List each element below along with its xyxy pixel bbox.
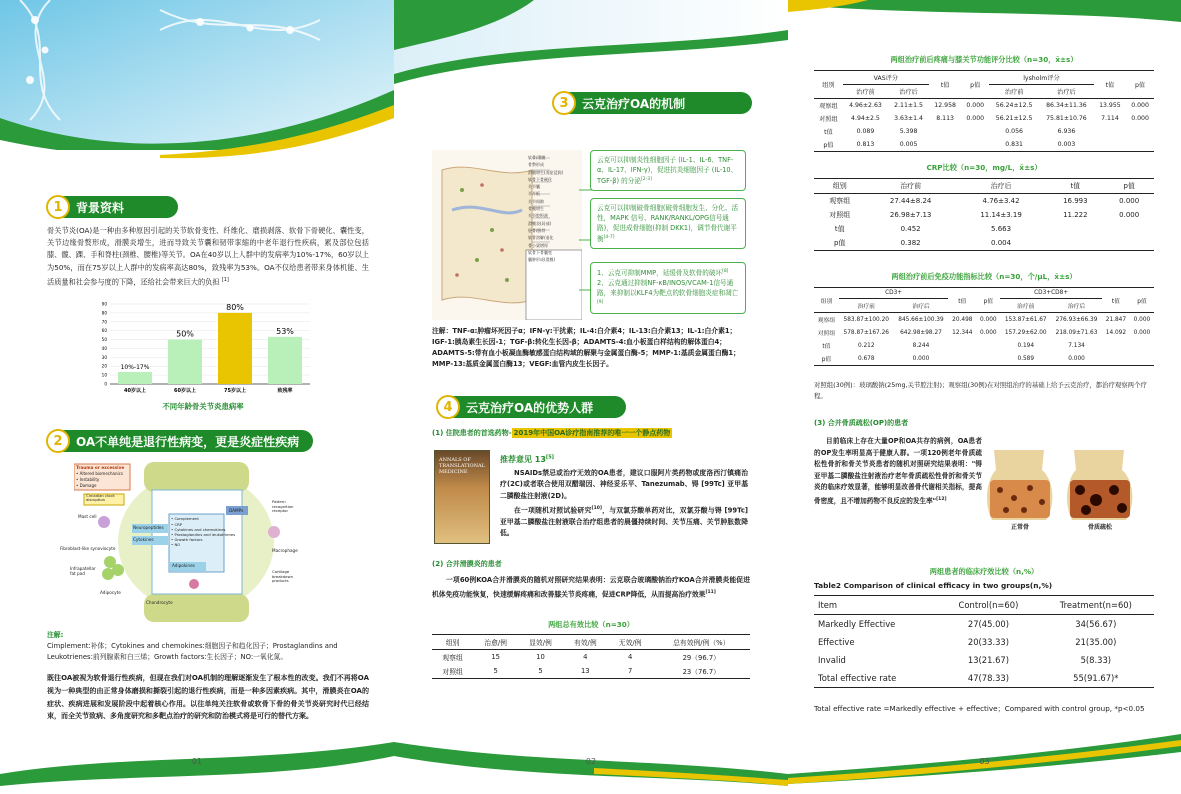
chart-ytick-label: 70	[101, 319, 107, 325]
chart-ytick-label: 80	[101, 310, 107, 316]
chart-ytick-label: 90	[101, 301, 107, 307]
crp-cell: 0.004	[991, 239, 1012, 247]
chart-bar	[168, 340, 202, 384]
crp-cell: 对照组	[829, 211, 851, 219]
crp-cell: 观察组	[829, 197, 851, 205]
immune-cell	[1130, 339, 1154, 352]
section-1-text: 骨关节炎(OA)是一种由多种原因引起的关节软骨变性、纤维化、磨损剥落、软骨下骨硬化、囊性变，关节边缘骨赘形成，滑膜炎增生，进而导致关节囊和韧带挛缩的中老年退行性疾病，累及部位包括膝、髋、踝、手和脊柱(颈椎、腰椎)等关节。OA在40岁以上人群中的发病率为10%-17%，60岁以上为50%，而在75岁以上人群中的发病率高达80%，致残率为53%。OA不仅给患者带来身体机能、生活质量和社会参与度的下降，还给社会带来巨大的负担 [1]	[47, 226, 369, 287]
crp-cell: 0.452	[900, 225, 921, 233]
clinical-cell: Total effective rate	[818, 673, 897, 683]
pain-cell: t值	[824, 129, 833, 136]
immune-cell: 0.212	[857, 342, 875, 349]
section-3-number: 3	[552, 91, 576, 115]
pain-cell: 对照组	[819, 116, 838, 123]
crp-cell: 0.382	[900, 239, 921, 247]
subsection-2-title: (2) 合并滑膜炎的患者	[432, 560, 502, 568]
efficacy-cell: 4	[627, 653, 633, 661]
page-1-note: 注解: Cimplement:补体；Cytokines and chemokines:细胞因子和趋化因子；Prostaglandins and Leukotrienes:前列腺素和白三烯；Growth factors:生长因子；NO:一氧化氮。	[47, 631, 338, 661]
t1-h-pre-1: 治疗前	[856, 89, 875, 96]
diagram-label-instability: • Instability	[76, 477, 100, 482]
pain-cell: 0.089	[856, 128, 875, 135]
clinical-cell: 5(8.33)	[1080, 655, 1112, 665]
immune-cell: t值	[822, 344, 831, 350]
clinical-cell: Invalid	[818, 655, 846, 665]
chart-ytick-label: 0	[104, 381, 107, 387]
clinical-cell: Markedly Effective	[818, 619, 896, 629]
chart-data-label: 53%	[276, 326, 294, 336]
crp-cell: 11.14±3.19	[980, 211, 1022, 219]
efficacy-cell: 13	[580, 667, 590, 675]
pain-cell: 5.398	[899, 128, 918, 135]
section-4-number: 4	[436, 395, 460, 419]
clinical-cell: 47(78.33)	[967, 673, 1010, 683]
crp-cell: 16.993	[1063, 197, 1088, 205]
pain-cell: 0.813	[856, 141, 875, 148]
efficacy-table	[432, 634, 750, 679]
pain-cell: 56.24±12.5	[995, 102, 1033, 109]
crp-cell: 5.663	[991, 225, 1012, 233]
section-4-label: 云克治疗OA的优势人群	[450, 396, 626, 418]
t3-h-post-2: 治疗后	[1067, 304, 1086, 310]
immune-cell: 0.589	[1017, 355, 1035, 362]
diagram-label-crp: • CRP	[171, 522, 183, 527]
diagram-label-mast: Mast cell	[78, 514, 97, 519]
immune-cell: 21.847	[1105, 316, 1127, 323]
immune-cell: p值	[821, 357, 832, 363]
immune-cell	[976, 339, 1000, 352]
immune-cell: 845.66±100.39	[898, 316, 944, 323]
crp-row	[814, 236, 1154, 251]
section-3-title	[552, 90, 752, 116]
pain-cell	[929, 125, 961, 138]
mechanism-label: 囊肿形成(滑膜)	[528, 257, 556, 263]
subsection-2-text: 一项60例KOA合并滑膜炎的随机对照研究结果表明：云克联合玻璃酸钠治疗KOA合并滑膜炎能促进机体免疫功能恢复，快速缓解疼痛和改善膝关节炎疼痛，促进CRP降低，从而提高治疗效果[11]	[432, 576, 750, 598]
chart-ytick-label: 60	[101, 328, 107, 334]
clinical-cell: 20(33.33)	[967, 637, 1010, 647]
diagram-label-load: • Altered biomechanics	[76, 471, 123, 476]
diagram-label-trauma: Trauma or excessive	[76, 465, 125, 470]
pain-cell: 56.21±12.5	[995, 115, 1033, 122]
pain-cell: 86.34±11.36	[1046, 102, 1087, 109]
mechanism-label: 滑膜增生(炎症浸润)	[528, 169, 564, 175]
pain-cell: 0.831	[1005, 141, 1023, 148]
crp-cell	[1046, 222, 1104, 236]
pain-cell	[929, 138, 961, 152]
page-2	[394, 0, 788, 794]
immune-cell: 0.000	[912, 355, 930, 362]
t1-h-p1: p值	[970, 82, 981, 89]
t3-h-post-1: 治疗后	[912, 304, 930, 310]
immune-table	[814, 287, 1154, 366]
efficacy-cell: 23（76.7）	[682, 668, 720, 676]
chart-bar	[268, 337, 302, 384]
t1-h-t2: t值	[1105, 82, 1115, 89]
efficacy-table-title: 两组总有效比较（n=30）	[548, 620, 634, 629]
efficacy-cell: 10	[536, 653, 545, 661]
efficacy-cell: 29（96.7）	[682, 654, 720, 662]
crp-cell: 26.98±7.13	[889, 211, 932, 219]
pain-cell	[1126, 125, 1154, 138]
immune-cell: 218.09±71.63	[1055, 329, 1098, 336]
immune-cell: 583.87±100.20	[843, 316, 889, 323]
t3-h-cd38: CD3+CD8+	[1000, 288, 1102, 299]
pain-cell: 7.114	[1101, 115, 1119, 122]
mechanism-label: 骨小梁增厚	[528, 242, 548, 248]
efficacy-header-0: 组别	[445, 639, 460, 647]
immune-cell: 153.87±61.67	[1004, 316, 1047, 323]
immune-row	[814, 313, 1154, 327]
section-2-number: 2	[46, 429, 70, 453]
page-1	[0, 0, 394, 794]
page-number-3: 03	[979, 757, 990, 766]
crp-header-3: t值	[1070, 182, 1081, 190]
clinical-cell: 55(91.67)*	[1073, 673, 1119, 683]
immune-cell: 0.194	[1017, 342, 1035, 349]
diagram-label-prosta: • Prostaglandins and leukotrienes	[171, 532, 236, 537]
clinical-cell: 21(35.00)	[1075, 637, 1117, 647]
chart-ytick-label: 10	[101, 372, 107, 378]
pain-cell: p值	[823, 142, 834, 149]
diagram-label-growth: • Growth factors	[171, 537, 203, 542]
immune-cell: 578.87±167.26	[843, 329, 889, 336]
immune-cell: 0.000	[980, 329, 997, 336]
mechanism-label: 胫骨/腓骨	[528, 227, 546, 233]
diagram-label-circadian: Circadian clock disruption	[86, 493, 115, 503]
page-3	[788, 0, 1181, 794]
crp-header-4: p值	[1123, 182, 1135, 190]
clinical-header-0: Item	[818, 600, 838, 610]
mechanism-box-3: 1、云克可抑制MMP，延缓骨及软骨的破坏[8] 2、云克通过抑制NF-κB/INOS/VCAM-1信号通路，来抑制以KLF4为靶点的软骨细胞炎症和凋亡[9]	[590, 262, 746, 314]
mechanism-box-2: 云克可以抑制破骨细胞(破骨细胞发生、分化、活性，MAPK 信号、RANK/RANKL/OPG信号通路)，促进成骨细胞(抑制 DKK1)，调节骨代谢平衡[4-7]	[590, 198, 746, 249]
clinical-row	[814, 651, 1154, 669]
t1-h-p2: p值	[1135, 82, 1146, 89]
section-1-title	[46, 194, 178, 220]
clinical-header-1: Control(n=60)	[958, 600, 1019, 610]
crp-row	[814, 208, 1154, 222]
page-1-closing-text: 既往OA被视为软骨退行性疾病，但现在我们对OA机制的理解逐渐发生了根本性的改变。我们不再将OA视为一种典型的由正常身体磨损和撕裂引起的退行性疾病，而是一种多因素疾病。其中，滑膜炎在OA的症状、疾病进展和发展阶段中起着核心作用。以往单纯关注软骨或软骨下骨的骨关节炎研究时代已经结束，而全关节致病、多角度研究和多靶点治疗的研究和防治模式将是可行的替代方案。	[47, 674, 369, 721]
efficacy-cell: 15	[491, 653, 500, 661]
pain-cell: 2.11±1.5	[894, 102, 923, 109]
chart-ytick-label: 40	[101, 345, 107, 351]
immune-row	[814, 352, 1154, 366]
efficacy-cell: 5	[493, 667, 498, 675]
immune-cell	[948, 339, 976, 352]
immune-cell: 0.000	[1068, 355, 1085, 362]
immune-cell: 276.93±66.39	[1055, 316, 1098, 323]
section-3-label: 云克治疗OA的机制	[566, 92, 752, 114]
pain-cell	[1126, 138, 1154, 152]
t1-h-group: 组别	[822, 82, 835, 89]
mechanism-label: 关节间隙	[528, 198, 544, 204]
page-number-2: 02	[585, 757, 597, 766]
diagram-label-cartilage: Cartilage breakdown products	[272, 569, 293, 584]
t3-h-pre-2: 治疗前	[1017, 304, 1035, 310]
crp-row	[814, 194, 1154, 209]
section-1-label: 背景资料	[60, 196, 178, 218]
pain-cell: 观察组	[819, 103, 838, 110]
immune-cell	[1130, 352, 1154, 366]
mechanism-label: 骨膜增生	[528, 206, 544, 212]
efficacy-cell: 观察组	[442, 654, 463, 662]
immune-cell: 642.98±98.27	[900, 329, 942, 336]
header-decoration	[788, 0, 1181, 40]
clinical-efficacy-caption: Table2 Comparison of clinical efficacy in two groups(n,%)	[814, 581, 1053, 590]
t3-h-p1: p值	[983, 298, 994, 305]
mechanism-label: 骨赘形成	[528, 162, 544, 168]
pain-cell	[961, 125, 989, 138]
immune-cell: 0.000	[1133, 316, 1151, 323]
t3-h-pre-1: 治疗前	[857, 304, 875, 310]
mechanism-label: 软骨下骨硬化	[528, 176, 552, 182]
pain-row	[814, 99, 1154, 113]
chart-bar	[118, 372, 152, 384]
efficacy-header-2: 显效/例	[529, 639, 552, 647]
mechanism-label: 关节腔积液	[528, 213, 548, 219]
pain-cell: 4.96±2.63	[849, 102, 882, 109]
mechanism-labels	[528, 154, 578, 263]
crp-header-1: 治疗前	[900, 182, 922, 190]
clinical-cell: 34(56.67)	[1075, 619, 1117, 629]
pain-cell: 0.000	[966, 115, 985, 122]
pain-row	[814, 138, 1154, 152]
clinical-row	[814, 633, 1154, 651]
table-header-row	[432, 635, 750, 650]
immune-row	[814, 326, 1154, 339]
pain-cell: 6.936	[1057, 128, 1076, 135]
pain-cell: 0.005	[899, 141, 918, 148]
chart-ytick-label: 30	[101, 354, 107, 360]
chart-category-label: 60岁以上	[174, 388, 196, 394]
crp-cell	[1046, 236, 1104, 251]
immune-cell: 对照组	[817, 331, 836, 337]
chart-data-label: 10%-17%	[120, 364, 150, 371]
diagram-label-no: • NO	[171, 542, 181, 547]
pain-row	[814, 112, 1154, 125]
diagram-label-damps: DAMPs	[229, 508, 244, 513]
diagram-label-fat: Infrapatellar fat pad	[70, 566, 96, 576]
efficacy-header-5: 总有效例/例（%）	[673, 639, 730, 647]
pain-cell: 3.63±1.4	[894, 115, 923, 122]
clinical-row	[814, 669, 1154, 688]
immune-cell: 0.000	[1133, 329, 1151, 336]
crp-cell: t值	[834, 225, 845, 233]
efficacy-row	[432, 650, 750, 665]
mechanism-label: 软骨下骨囊变	[528, 249, 552, 255]
recommendation-study-text: 在一项随机对照试验研究[10]，与双氯芬酸单药对比，双氯芬酸与锝 [99Tc] 亚甲基二膦酸盐注射液联合治疗组患者的晨僵持续时间、关节压痛、关节肿胀数降低。	[500, 506, 748, 538]
diagram-label-damage: • Damage	[76, 483, 97, 488]
clinical-cell: 27(45.00)	[967, 619, 1010, 629]
inflammation-diagram	[74, 462, 319, 622]
subsection-1-title: (1) 住院患者的首选药物- 2019年中国OA诊疗指南推荐的唯一一个静点药物	[432, 429, 671, 437]
efficacy-cell: 对照组	[442, 668, 463, 676]
pain-cell: 0.000	[1131, 115, 1149, 122]
efficacy-row	[432, 664, 750, 679]
crp-table	[814, 178, 1154, 251]
recommendation-text: NSAIDs禁忌或治疗无效的OA患者，建议口服阿片类药物或度洛西汀镇痛治疗(2C)或者联合使用双醋瑞因、神经妥乐平、Tanezumab、锝 [99Tc] 亚甲基二膦酸盐注射液(2D)。	[500, 469, 748, 500]
diagram-label-macrophage: Macrophage	[272, 548, 298, 553]
crp-cell: p值	[833, 239, 846, 247]
pain-cell: 0.003	[1057, 141, 1076, 148]
subsection-3-text: 目前临床上存在大量OP和OA共存的病例，OA患者的OP发生率明显高于健康人群。一项120例老年骨质疏松性骨折和骨关节炎患者的随机对照研究结果表明："锝亚甲基二膦酸盐注射液治疗老年骨质疏松性骨折和骨关节炎的临床疗效显著，能够明显改善骨代谢相关指标，提高骨密度，且不增加药物不良反应的发生率"[12]	[814, 437, 982, 506]
crp-cell: 27.44±8.24	[889, 197, 932, 205]
diagram-label-complement: • Complement	[171, 516, 199, 521]
crp-cell: 11.222	[1063, 211, 1088, 219]
recommendation-title: 推荐意见 13[5]	[500, 454, 554, 464]
clinical-efficacy-table	[814, 595, 1154, 688]
mechanism-label: 滑膜炎(局部)	[528, 220, 552, 226]
immune-row	[814, 339, 1154, 352]
pain-row	[814, 125, 1154, 138]
page-2-note: 注解：TNF-α:肿瘤坏死因子α；IFN-γ:干扰素；IL-4:白介素4；IL-13:白介素13；IL-1:白介素1；IGF-1:胰岛素生长因-1；TGF-β:转化生长因-β；ADAMTS-4:血小板蛋白样结构的解体蛋白4；ADAMTS-5:带有血小板凝血酶敏感蛋白结构域的解聚与金属蛋白酶-5；MMP-1:基质金属蛋白酶1；MMP-13:基质金属蛋白酶13；VEGF:血管内皮生长因子。	[432, 327, 740, 368]
chart-title: 不同年龄骨关节炎患病率	[162, 402, 244, 411]
pain-cell: 8.113	[936, 115, 954, 122]
chart-category-label: 40岁以上	[124, 388, 146, 394]
age-prevalence-chart	[88, 300, 318, 396]
crp-header-0: 组别	[832, 182, 847, 190]
crp-table-title: CRP比较（n=30，mg/L，x̄±s）	[926, 163, 1042, 172]
immune-cell: 7.134	[1068, 342, 1085, 349]
pain-cell: 13.955	[1099, 102, 1121, 109]
chart-data-label: 50%	[176, 329, 194, 339]
t3-h-group: 组别	[820, 298, 833, 305]
mechanism-box-1: 云克可以抑制炎性细胞因子 (IL-1、IL-6、TNF-α、IL-17、IFN-γ)，促进抗炎细胞因子 (IL-10、TGF-β) 的分泌[2-3]	[590, 150, 746, 191]
t1-h-post-2: 治疗后	[1057, 89, 1076, 96]
efficacy-cell: 5	[538, 667, 543, 675]
bone-op-label: 骨质疏松	[1087, 524, 1112, 531]
journal-title-line-2: TRANSLATIONAL	[439, 463, 485, 469]
efficacy-cell: 7	[627, 667, 633, 675]
diagram-label-adipocyte: Adipocyte	[100, 590, 121, 595]
page-number-1: 01	[191, 757, 203, 766]
clinical-efficacy-table-title: 两组患者的临床疗效比较（n,%）	[929, 567, 1039, 576]
immune-table-note: 对照组(30例)：玻璃酸钠(25mg,关节腔注射)；观察组(30例)在对照组治疗的基础上给予云克治疗，都治疗观察两个疗程。	[814, 381, 1147, 400]
diagram-label-neuro: Neuropeptides	[133, 525, 164, 530]
immune-cell	[1102, 352, 1130, 366]
journal-title-line-3: MEDICINE	[439, 469, 468, 475]
chart-ytick-label: 20	[101, 363, 107, 369]
diagram-label-cytokines: Cytokines	[133, 537, 154, 542]
clinical-cell: Effective	[818, 637, 855, 647]
crp-cell: 4.76±3.42	[982, 197, 1020, 205]
immune-cell	[976, 352, 1000, 366]
mechanism-label: 软骨溶解/退化	[528, 235, 554, 241]
clinical-header-2: Treatment(n=60)	[1059, 600, 1132, 610]
clinical-row	[814, 615, 1154, 634]
crp-header-2: 治疗后	[990, 182, 1012, 190]
chart-category-label: 75岁以上	[224, 388, 246, 394]
pain-cell	[1094, 138, 1126, 152]
pain-cell: 0.056	[1005, 128, 1023, 135]
efficacy-header-3: 有效/例	[573, 639, 597, 647]
pain-cell: 0.000	[1131, 102, 1149, 109]
immune-cell: 20.498	[952, 316, 973, 323]
clinical-cell: 13(21.67)	[967, 655, 1010, 665]
immune-cell: 0.678	[857, 355, 875, 362]
mechanism-label: 软骨/滑膜	[528, 155, 546, 160]
pain-cell: 12.958	[934, 102, 956, 109]
chart-bar	[218, 313, 252, 384]
efficacy-cell: 4	[583, 653, 588, 661]
immune-cell: 0.000	[980, 316, 997, 323]
section-4-title	[436, 394, 626, 420]
immune-table-title: 两组治疗前后免疫功能指标比较（n=30，个/μL，x̄±s）	[891, 272, 1077, 281]
section-2-label: OA不单纯是退行性病变，更是炎症性疾病	[60, 430, 313, 452]
crp-row	[814, 222, 1154, 236]
t1-h-post-1: 治疗后	[899, 89, 918, 96]
t3-h-t1: t值	[958, 298, 967, 305]
diagram-label-fibroblast: Fibroblast-like synoviocyte	[60, 546, 116, 551]
clinical-efficacy-note: Total effective rate =Markedly effective + effective；Compared with control group, *p<0.05	[814, 704, 1145, 713]
crp-cell	[1104, 236, 1154, 251]
bone-images	[984, 450, 1144, 530]
efficacy-header-1: 治愈/例	[484, 639, 507, 647]
efficacy-header-4: 无效/例	[618, 639, 642, 647]
t3-h-cd3: CD3+	[839, 288, 948, 299]
chart-data-label: 80%	[226, 302, 244, 312]
chart-ytick-label: 50	[101, 337, 107, 343]
crp-cell: 0.000	[1119, 197, 1140, 205]
mechanism-label: 半月板	[528, 191, 540, 197]
t3-h-t2: t值	[1111, 298, 1120, 305]
mechanism-label: 关节囊	[528, 184, 540, 190]
immune-cell: 157.29±62.00	[1004, 329, 1047, 336]
bone-normal-label: 正常骨	[1010, 524, 1029, 531]
header-decoration	[0, 0, 394, 190]
crp-cell	[1104, 222, 1154, 236]
section-2-title	[46, 428, 313, 454]
chart-category-label: 致残率	[277, 388, 293, 394]
section-1-number: 1	[46, 195, 70, 219]
immune-cell: 14.092	[1105, 329, 1127, 336]
pain-score-table	[814, 70, 1154, 152]
pain-cell: 75.81±10.76	[1046, 115, 1087, 122]
diagram-label-pattern: Pattern recognition receptor	[272, 499, 294, 514]
t1-h-vas: VAS评分	[843, 71, 929, 85]
immune-cell: 8.244	[912, 342, 930, 349]
diagram-label-cyto-chemo: • Cytokines and chemokines	[171, 527, 226, 532]
journal-cover	[434, 450, 490, 544]
pain-cell	[1094, 125, 1126, 138]
t3-h-p2: p值	[1137, 298, 1147, 305]
pain-cell	[961, 138, 989, 152]
pain-cell: 0.000	[966, 102, 985, 109]
journal-title-line-1: ANNALS OF	[439, 457, 471, 463]
immune-cell: 12.344	[952, 329, 973, 336]
pain-score-table-title: 两组治疗前后疼痛与膝关节功能评分比较（n=30，x̄±s）	[890, 55, 1078, 64]
crp-cell: 0.000	[1119, 211, 1140, 219]
immune-cell	[1102, 339, 1130, 352]
immune-cell: 观察组	[817, 318, 836, 324]
diagram-label-adipokines: Adipokines	[172, 563, 195, 568]
pain-cell: 4.94±2.5	[851, 115, 880, 122]
diagram-label-chondrocyte: Chondrocyte	[146, 600, 173, 605]
t1-h-pre-2: 治疗前	[1004, 89, 1024, 96]
t1-h-t1: t值	[940, 82, 950, 89]
subsection-3-title: (3) 合并骨质疏松(OP)的患者	[814, 419, 909, 427]
immune-cell	[948, 352, 976, 366]
t1-h-lys: lysholm评分	[989, 71, 1094, 85]
